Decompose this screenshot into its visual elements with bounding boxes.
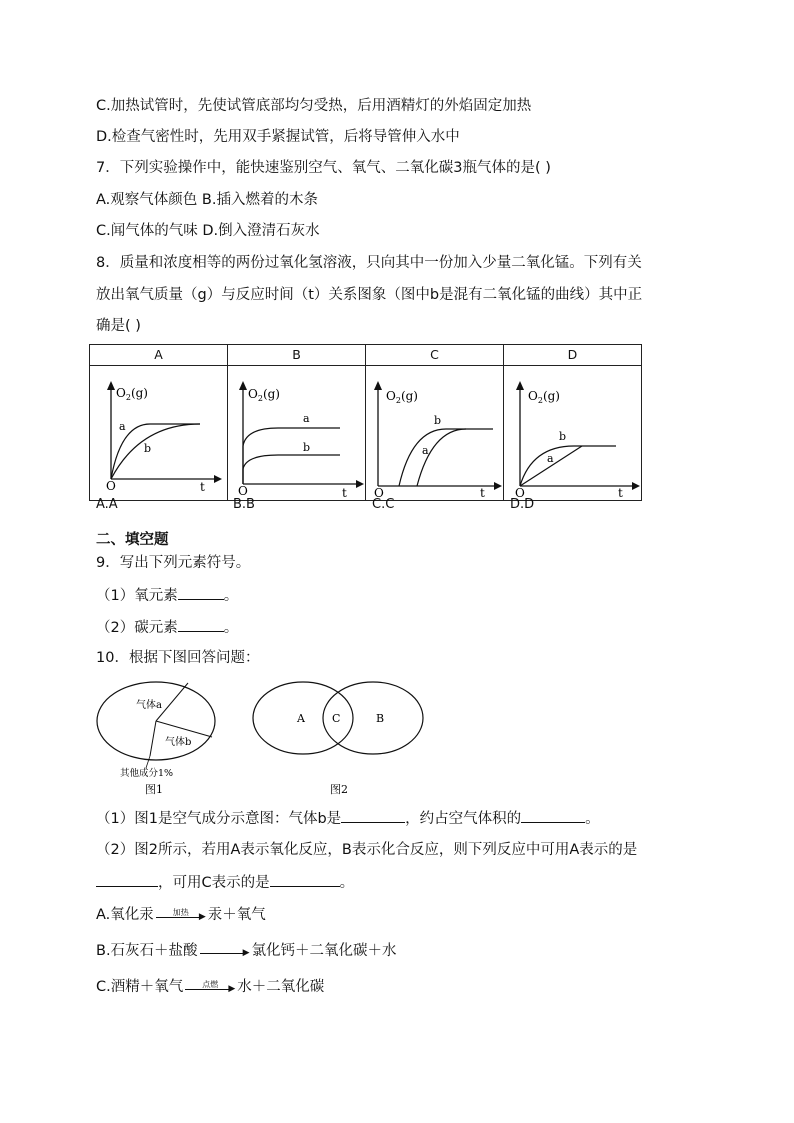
graph-cell-b [228,366,366,501]
reaction-a-arrow [156,905,206,925]
graph-a-ylabel: $O_2(g)$ [116,386,148,402]
graph-header-d: D [504,345,642,366]
question-7-options-cd: C.闻气体的气味 D.倒入澄清石灰水 [96,223,320,239]
q10-1-blank-volume[interactable] [521,808,585,823]
q9-1-blank[interactable] [178,585,224,600]
fig2-region-a: A [297,712,305,725]
reaction-b-reactants: B.石灰石＋盐酸 [96,943,198,959]
reaction-a-reactants: A.氧化汞 [96,907,154,923]
q8-answer-a: A.A [96,497,118,512]
option-c-heating: C.加热试管时，先使试管底部均匀受热，后用酒精灯的外焰固定加热 [96,98,532,114]
q8-answer-b: B.B [233,497,255,512]
question-7: 7．下列实验操作中，能快速鉴别空气、氧气、二氧化碳3瓶气体的是( ) [96,160,551,176]
question-9-part-2 [96,617,238,638]
graph-d [504,366,641,497]
graph-b-xlabel: t [342,486,347,497]
fig2-caption: 图2 [330,783,348,796]
question-10: 10．根据下图回答问题： [96,650,260,666]
fig1-gas-b-label: 气体b [165,737,192,748]
graph-d-origin: O [515,486,525,497]
graph-a-origin: O [106,479,116,493]
reaction-a-products: 汞＋氧气 [207,907,266,923]
reaction-b-arrow [200,941,250,961]
graph-cell-c [366,366,504,501]
reaction-c-reactants: C.酒精＋氧气 [96,979,184,995]
graph-b-ylabel: $O_2(g)$ [248,387,280,403]
graph-cell-a [90,366,228,501]
question-10-part-2-cont [96,872,354,893]
graph-a [90,366,227,497]
q10-2-blank-a[interactable] [96,872,158,887]
graph-a-label-a: a [119,420,126,433]
graph-header-b: B [228,345,366,366]
graph-cell-d [504,366,642,501]
fig1-gas-a-label: 气体a [136,700,162,711]
fig1-caption: 图1 [145,783,163,796]
graph-c-label-b: b [434,414,442,427]
q10-1-end: 。 [585,811,600,827]
q10-2-blank-c[interactable] [270,872,340,887]
graph-d-label-b: b [559,430,567,443]
option-d-airtight: D.检查气密性时，先用双手紧握试管，后将导管伸入水中 [96,129,460,145]
q8-answer-d: D.D [510,497,535,512]
reaction-c-arrow [185,977,235,997]
reaction-b-products: 氯化钙＋二氧化碳＋水 [251,943,397,959]
arrow-head-icon: ▶ [242,948,250,958]
graph-c-label-a: a [422,444,429,457]
q10-2-mid: ，可用C表示的是 [158,875,270,891]
graph-header-a: A [90,345,228,366]
q9-2-prompt: （2）碳元素 [96,620,178,636]
q9-2-blank[interactable] [178,617,224,632]
question-8-graph-table [89,344,642,501]
graph-d-curve-b [520,446,616,486]
q10-1-blank-gas[interactable] [341,808,405,823]
graph-c-origin: O [374,486,384,497]
graph-c [366,366,503,497]
question-8-line-2: 放出氧气质量（g）与反应时间（t）关系图象（图中b是混有二氧化锰的曲线）其中正 [96,287,643,303]
graph-d-label-a: a [547,452,554,465]
graph-b-label-a: a [303,412,310,425]
question-9: 9．写出下列元素符号。 [96,555,251,571]
reaction-a-condition: 加热 [172,908,189,917]
graph-c-curve-a [417,429,466,486]
reaction-c-condition: 点燃 [202,980,219,989]
arrow-head-icon: ▶ [198,912,206,922]
graph-a-xlabel: t [200,480,205,494]
graph-a-label-b: b [144,442,152,455]
reaction-option-b [96,941,397,961]
graph-b [228,366,365,497]
section-fill-in-title: 二、填空题 [96,532,169,548]
question-10-part-2: （2）图2所示，若用A表示氧化反应，B表示化合反应，则下列反应中可用A表示的是 [96,842,638,858]
graph-b-curve-a [243,428,340,484]
question-9-part-1 [96,585,238,606]
fig1-other-label: 其他成分1% [120,768,174,779]
question-10-part-1 [96,808,600,829]
graph-c-xlabel: t [480,486,485,497]
reaction-option-a [96,905,266,925]
graph-b-label-b: b [303,441,311,454]
figure-1-air-composition [90,676,230,800]
q9-1-end: 。 [223,588,239,604]
reaction-c-products: 水＋二氧化碳 [237,979,325,995]
q10-1-prompt: （1）图1是空气成分示意图：气体b是 [96,811,342,827]
graph-c-ylabel: $O_2(g)$ [386,389,418,405]
question-7-options-ab: A.观察气体颜色 B.插入燃着的木条 [96,192,318,208]
graph-d-ylabel: $O_2(g)$ [528,389,560,405]
question-8-line-1: 8．质量和浓度相等的两份过氧化氢溶液，只向其中一份加入少量二氧化锰。下列有关 [96,255,642,271]
fig2-region-c: C [332,712,341,725]
graph-c-curve-b [399,429,493,486]
q9-1-prompt: （1）氧元素 [96,588,178,604]
q9-2-end: 。 [223,620,239,636]
question-8-line-3: 确是( ) [96,318,141,334]
q10-1-mid: ，约占空气体积的 [405,811,522,827]
arrow-head-icon: ▶ [228,984,236,994]
graph-b-origin: O [238,484,248,497]
q8-answer-c: C.C [372,497,395,512]
reaction-option-c [96,977,324,997]
figure-2-venn [250,676,430,800]
graph-b-curve-b [243,455,340,484]
graph-d-xlabel: t [618,486,623,497]
fig2-region-b: B [376,712,385,725]
q10-2-end: 。 [339,875,355,891]
graph-header-c: C [366,345,504,366]
